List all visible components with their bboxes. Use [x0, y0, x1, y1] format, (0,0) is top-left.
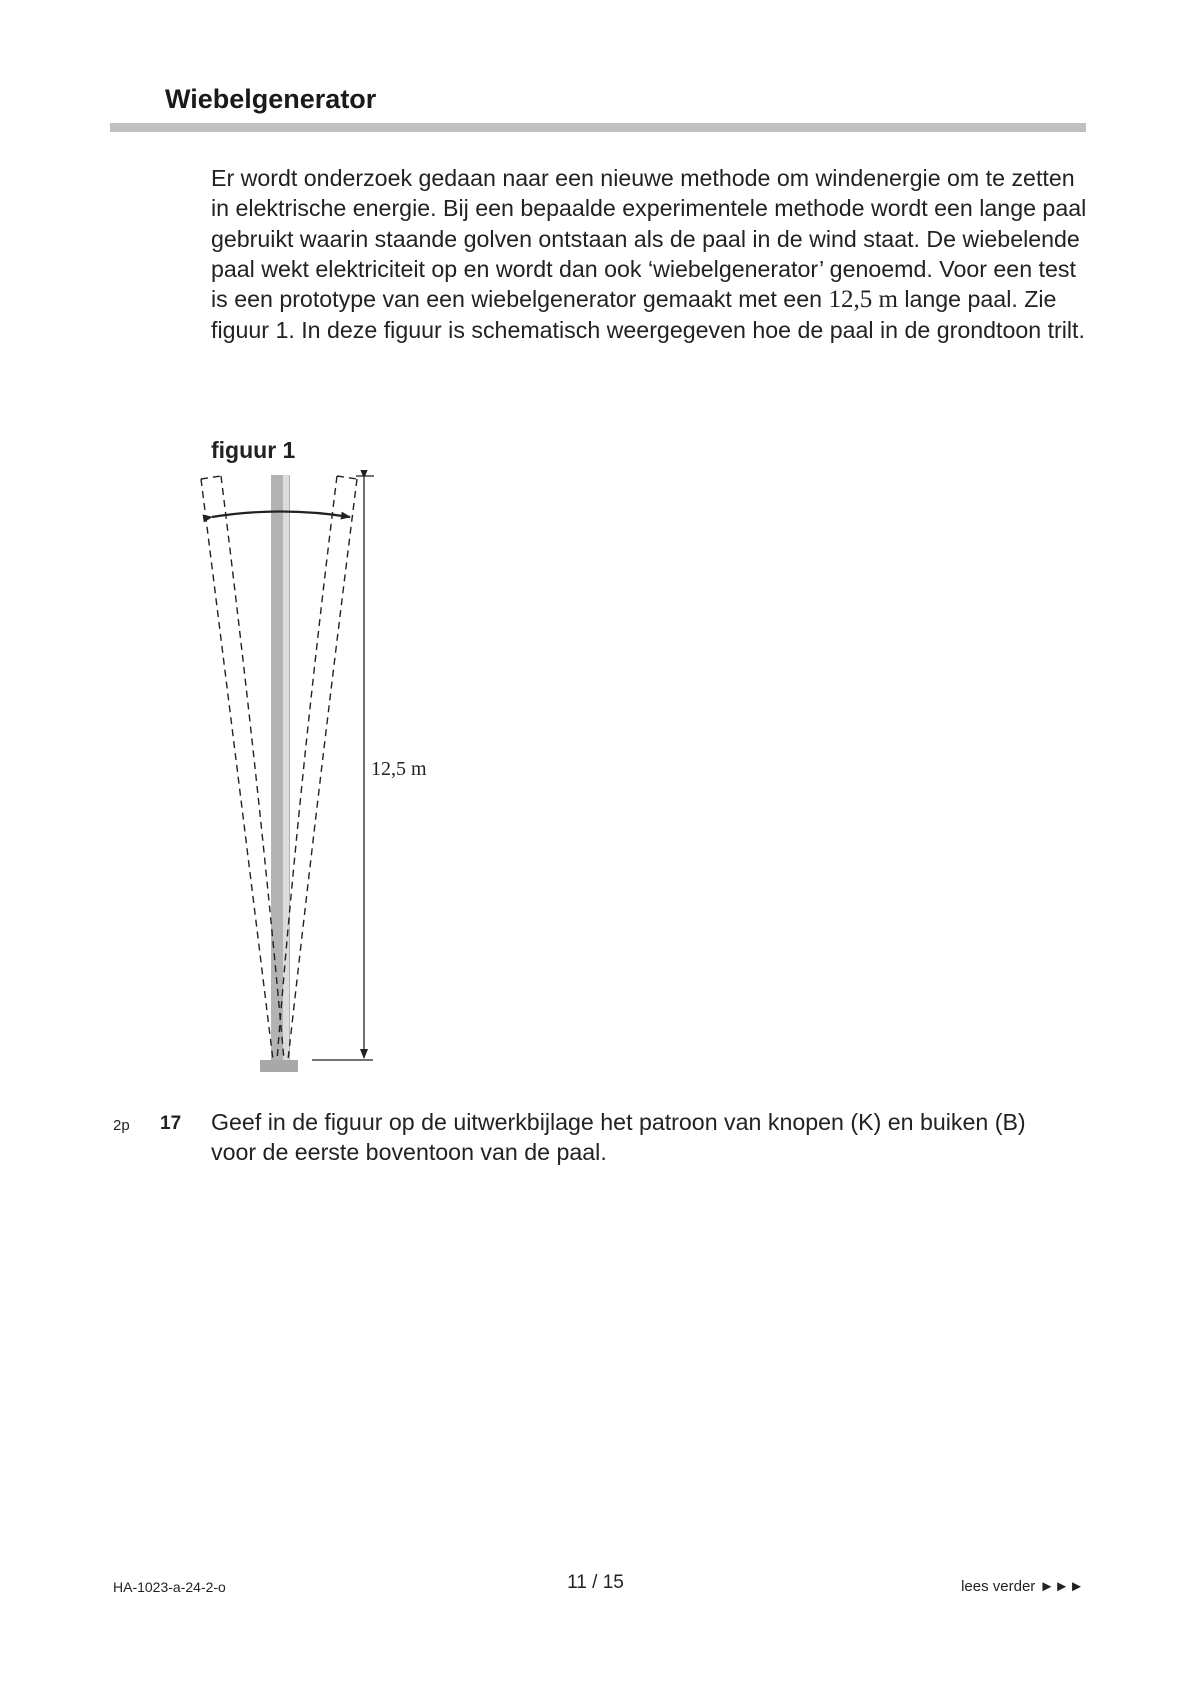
pole-base — [260, 1060, 298, 1072]
intro-text-before: Er wordt onderzoek gedaan naar een nieuwe methode om windenergie om te zetten in elektrische energie. Bij een bepaalde experimentele methode wordt een lange paal gebruikt waarin staande golven ontstaan als de paal in de wind staat. De wiebelende paal wekt elektriciteit op en wordt dan ook ‘wiebelgenerator’ genoemd. Voor een test is een prototype van een wiebelgenerator gemaakt met een — [211, 165, 1087, 313]
footer-page-number: 11 / 15 — [567, 1572, 624, 1593]
pole-figure — [200, 470, 460, 1085]
intro-paragraph — [211, 163, 1091, 346]
dimension-label: 12,5 m — [371, 758, 427, 780]
pole-diagram — [200, 470, 460, 1080]
question-points: 2p — [113, 1117, 130, 1134]
question-number: 17 — [160, 1113, 182, 1134]
figure-label: figuur 1 — [211, 437, 296, 463]
question-text: Geef in de figuur op de uitwerkbijlage het patroon van knopen (K) en buiken (B) voor de eerste boventoon van de paal. — [211, 1109, 1026, 1166]
section-title: Wiebelgenerator — [165, 84, 377, 114]
intro-quantity: 12,5 m — [828, 286, 898, 314]
intro-text-after: lange paal. Zie figuur 1. In deze figuur is schematisch weergegeven hoe de paal in de grondtoon trilt. — [211, 286, 1085, 344]
footer-exam-code: HA-1023-a-24-2-o — [113, 1579, 226, 1595]
header-rule — [110, 123, 1086, 132]
footer-continue-label: lees verder ►►► — [961, 1578, 1084, 1595]
